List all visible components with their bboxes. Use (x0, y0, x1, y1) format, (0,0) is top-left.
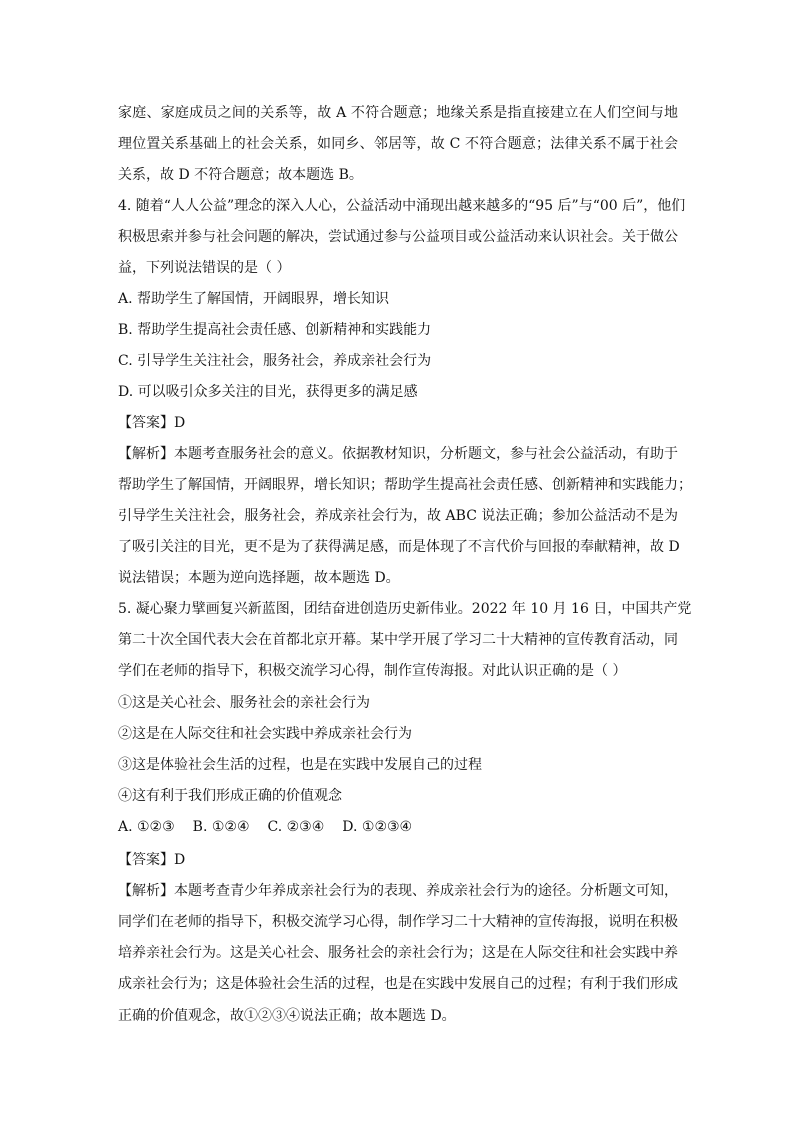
q5-analysis-line: 【解析】本题考查青少年养成亲社会行为的表现、养成亲社会行为的途径。分析题文可知， (118, 883, 678, 899)
intro-line: 理位置关系基础上的社会关系，如同乡、邻居等，故 C 不符合题意；法律关系不属于社会 (118, 136, 678, 152)
q5-stem-line: 5. 凝心聚力擘画复兴新蓝图，团结奋进创造历史新伟业。2022 年 10 月 16 日，中国共产党 (118, 601, 692, 617)
q5-option-c: C. ②③④ (267, 819, 325, 835)
q4-analysis-line: 了吸引关注的目光，更不是为了获得满足感，而是体现了不言代价与回报的奉献精神，故 D (118, 539, 680, 555)
q5-analysis-line: 正确的价值观念，故①②③④说法正确；故本题选 D。 (118, 1008, 456, 1024)
q5-analysis-line: 同学们在老师的指导下，积极交流学习心得，制作学习二十大精神的宣传海报，说明在积极 (118, 914, 678, 930)
q5-statement: ③这是体验社会生活的过程，也是在实践中发展自己的过程 (118, 757, 482, 773)
q5-option-a: A. ①②③ (118, 819, 175, 835)
q4-stem-line: 4. 随着“人人公益”理念的深入人心，公益活动中涌现出越来越多的“95 后”与“00 后”，他们 (118, 198, 686, 214)
q4-option-b: B. 帮助学生提高社会责任感、创新精神和实践能力 (118, 322, 432, 338)
intro-line: 关系，故 D 不符合题意；故本题选 B。 (118, 167, 363, 183)
q4-stem-line: 益，下列说法错误的是（ ） (118, 260, 291, 276)
q4-option-a: A. 帮助学生了解国情，开阔眼界，增长知识 (118, 291, 390, 307)
q4-answer: 【答案】D (118, 415, 186, 431)
q5-statement: ②这是在人际交往和社会实践中养成亲社会行为 (118, 726, 412, 742)
q5-options-row (118, 817, 678, 837)
q4-analysis-line: 引导学生关注社会，服务社会，养成亲社会行为，故 ABC 说法正确；参加公益活动不是为 (118, 508, 678, 524)
q5-stem-line: 第二十次全国代表大会在首都北京开幕。某中学开展了学习二十大精神的宣传教育活动，同 (118, 632, 678, 648)
q5-statement: ①这是关心社会、服务社会的亲社会行为 (118, 695, 370, 711)
q5-statement: ④这有利于我们形成正确的价值观念 (118, 788, 342, 804)
q4-analysis-line: 帮助学生了解国情，开阔眼界，增长知识；帮助学生提高社会责任感、创新精神和实践能力； (118, 477, 692, 493)
q5-option-b: B. ①②④ (192, 819, 250, 835)
q4-analysis-line: 说法错误；本题为逆向选择题，故本题选 D。 (118, 570, 400, 586)
q5-answer: 【答案】D (118, 852, 186, 868)
q4-option-d: D. 可以吸引众多关注的目光，获得更多的满足感 (118, 384, 418, 400)
q5-analysis-line: 成亲社会行为；这是体验社会生活的过程，也是在实践中发展自己的过程；有利于我们形成 (118, 976, 678, 992)
q4-option-c: C. 引导学生关注社会，服务社会，养成亲社会行为 (118, 353, 432, 369)
q4-stem-line: 积极思索并参与社会问题的解决，尝试通过参与公益项目或公益活动来认识社会。关于做公 (118, 229, 678, 245)
q5-analysis-line: 培养亲社会行为。这是关心社会、服务社会的亲社会行为；这是在人际交往和社会实践中养 (118, 945, 678, 961)
intro-line: 家庭、家庭成员之间的关系等，故 A 不符合题意；地缘关系是指直接建立在人们空间与地 (118, 105, 678, 121)
q5-stem-line: 学们在老师的指导下，积极交流学习心得，制作宣传海报。对此认识正确的是（ ） (118, 663, 627, 679)
q5-option-d: D. ①②③④ (342, 819, 413, 835)
q4-analysis-line: 【解析】本题考查服务社会的意义。依据教材知识，分析题文，参与社会公益活动，有助于 (118, 446, 678, 462)
